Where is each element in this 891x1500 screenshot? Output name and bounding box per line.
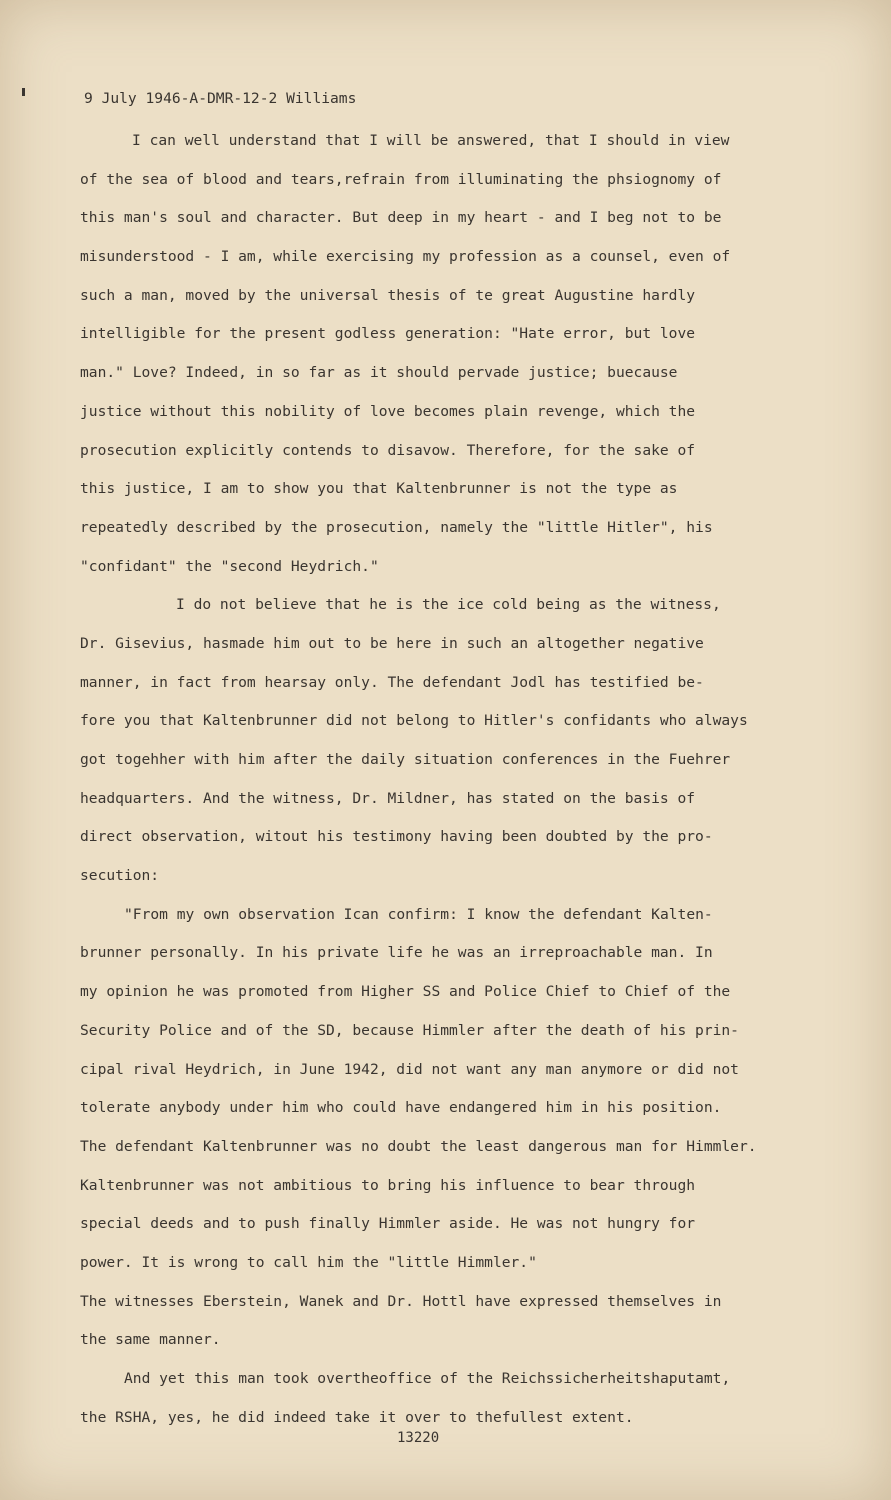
paragraph	[80, 900, 820, 1287]
text-line: justice without this nobility of love becomes plain revenge, which the	[80, 402, 696, 420]
text-line: my opinion he was promoted from Higher SS and Police Chief to Chief of the	[80, 983, 731, 1001]
page-header: 9 July 1946-A-DMR-12-2 Williams	[84, 90, 357, 107]
text-line: this justice, I am to show you that Kaltenbrunner is not the type as	[80, 480, 678, 498]
text-line: The witnesses Eberstein, Wanek and Dr. Hottl have expressed themselves in	[80, 1292, 722, 1310]
text-line: cipal rival Heydrich, in June 1942, did not want any man anymore or did not	[80, 1060, 739, 1078]
page-number: 13220	[397, 1430, 440, 1446]
text-line: I do not believe that he is the ice cold being as the witness,	[176, 596, 721, 614]
text-line: the RSHA, yes, he did indeed take it over to thefullest extent.	[80, 1408, 634, 1426]
text-line: intelligible for the present godless generation: "Hate error, but love	[80, 325, 696, 343]
text-line: brunner personally. In his private life he was an irreproachable man. In	[80, 944, 713, 962]
text-line: manner, in fact from hearsay only. The defendant Jodl has testified be-	[80, 673, 704, 691]
text-line: And yet this man took overtheoffice of the Reichssicherheitshaputamt,	[124, 1370, 731, 1387]
text-line: got togehher with him after the daily situation conferences in the Fuehrer	[80, 751, 731, 768]
paragraph	[80, 126, 820, 590]
text-line: repeatedly described by the prosecution, namely the "little Hitler", his	[80, 518, 713, 536]
text-line: "confidant" the "second Heydrich."	[80, 557, 379, 575]
text-line: this man's soul and character. But deep in my heart - and I beg not to be	[80, 209, 722, 227]
text-line: The defendant Kaltenbrunner was no doubt the least dangerous man for Himmler.	[80, 1137, 757, 1155]
text-line: of the sea of blood and tears,refrain from illuminating the phsiognomy of	[80, 170, 722, 188]
text-line: Security Police and of the SD, because Himmler after the death of his prin-	[80, 1021, 739, 1039]
text-line: I can well understand that I will be answered, that I should in view	[132, 132, 730, 149]
text-line: fore you that Kaltenbrunner did not belong to Hitler's confidants who always	[80, 712, 748, 730]
text-line: misunderstood - I am, while exercising my profession as a counsel, even of	[80, 248, 731, 266]
text-line: headquarters. And the witness, Dr. Mildner, has stated on the basis of	[80, 789, 696, 807]
text-line: Dr. Gisevius, hasmade him out to be here in such an altogether negative	[80, 634, 704, 652]
margin-mark	[22, 88, 25, 96]
paragraph	[80, 1364, 820, 1441]
paragraph	[80, 590, 820, 900]
body-text	[80, 126, 820, 1441]
paragraph	[80, 1287, 820, 1364]
text-line: direct observation, witout his testimony having been doubted by the pro-	[80, 828, 713, 846]
text-line: man." Love? Indeed, in so far as it should pervade justice; buecause	[80, 364, 678, 382]
text-line: special deeds and to push finally Himmler aside. He was not hungry for	[80, 1215, 696, 1233]
text-line: such a man, moved by the universal thesis of te great Augustine hardly	[80, 286, 696, 304]
text-line: secution:	[80, 867, 160, 885]
text-line: the same manner.	[80, 1331, 221, 1349]
text-line: Kaltenbrunner was not ambitious to bring his influence to bear through	[80, 1176, 696, 1194]
text-line: tolerate anybody under him who could have endangered him in his position.	[80, 1099, 722, 1117]
text-line: prosecution explicitly contends to disavow. Therefore, for the sake of	[80, 441, 696, 459]
text-line: power. It is wrong to call him the "little Himmler."	[80, 1253, 537, 1271]
text-line: "From my own observation Ican confirm: I know the defendant Kalten-	[124, 905, 713, 923]
